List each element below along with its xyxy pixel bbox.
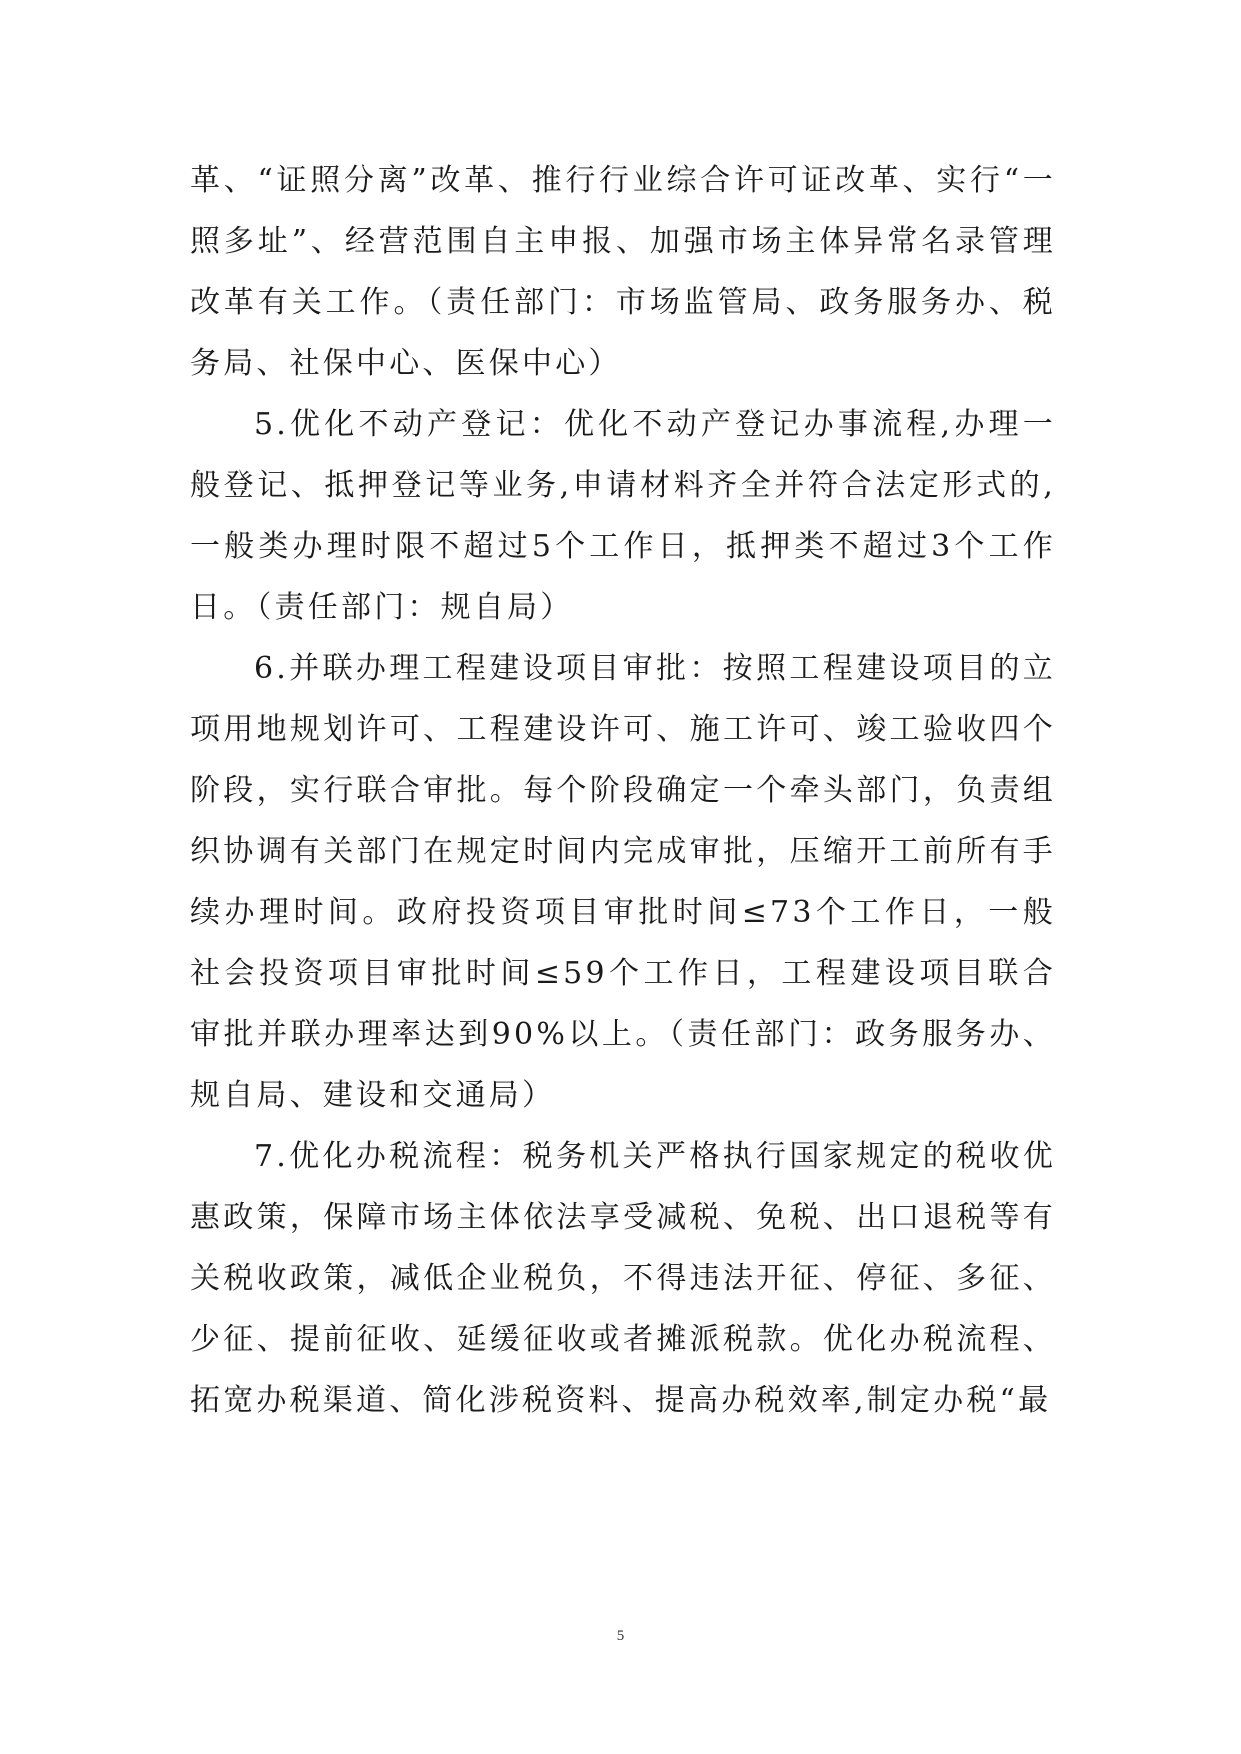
document-body: [190, 150, 1056, 1431]
paragraph-item-6: 6.并联办理工程建设项目审批：按照工程建设项目的立项用地规划许可、工程建设许可、施工许可、竣工验收四个阶段，实行联合审批。每个阶段确定一个牵头部门，负责组织协调有关部门在规定时间内完成审批，压缩开工前所有手续办理时间。政府投资项目审批时间≤73个工作日，一般社会投资项目审批时间≤59个工作日，工程建设项目联合审批并联办理率达到90%以上。（责任部门：政务服务办、规自局、建设和交通局）: [190, 651, 1056, 1113]
page-number: 5: [616, 1628, 625, 1644]
paragraph-item-5: 5.优化不动产登记：优化不动产登记办事流程,办理一般登记、抵押登记等业务,申请材料齐全并符合法定形式的,一般类办理时限不超过5个工作日，抵押类不超过3个工作日。（责任部门：规自局）: [190, 407, 1056, 625]
paragraph-item-7: 7.优化办税流程：税务机关严格执行国家规定的税收优惠政策，保障市场主体依法享受减税、免税、出口退税等有关税收政策，减低企业税负，不得违法开征、停征、多征、少征、提前征收、延缓征收或者摊派税款。优化办税流程、拓宽办税渠道、简化涉税资料、提高办税效率,制定办税“最: [190, 1139, 1056, 1418]
paragraph-continuation: 革、“证照分离”改革、推行行业综合许可证改革、实行“一照多址”、经营范围自主申报、加强市场主体异常名录管理改革有关工作。（责任部门：市场监管局、政务服务办、税务局、社保中心、医保中心）: [190, 163, 1056, 381]
